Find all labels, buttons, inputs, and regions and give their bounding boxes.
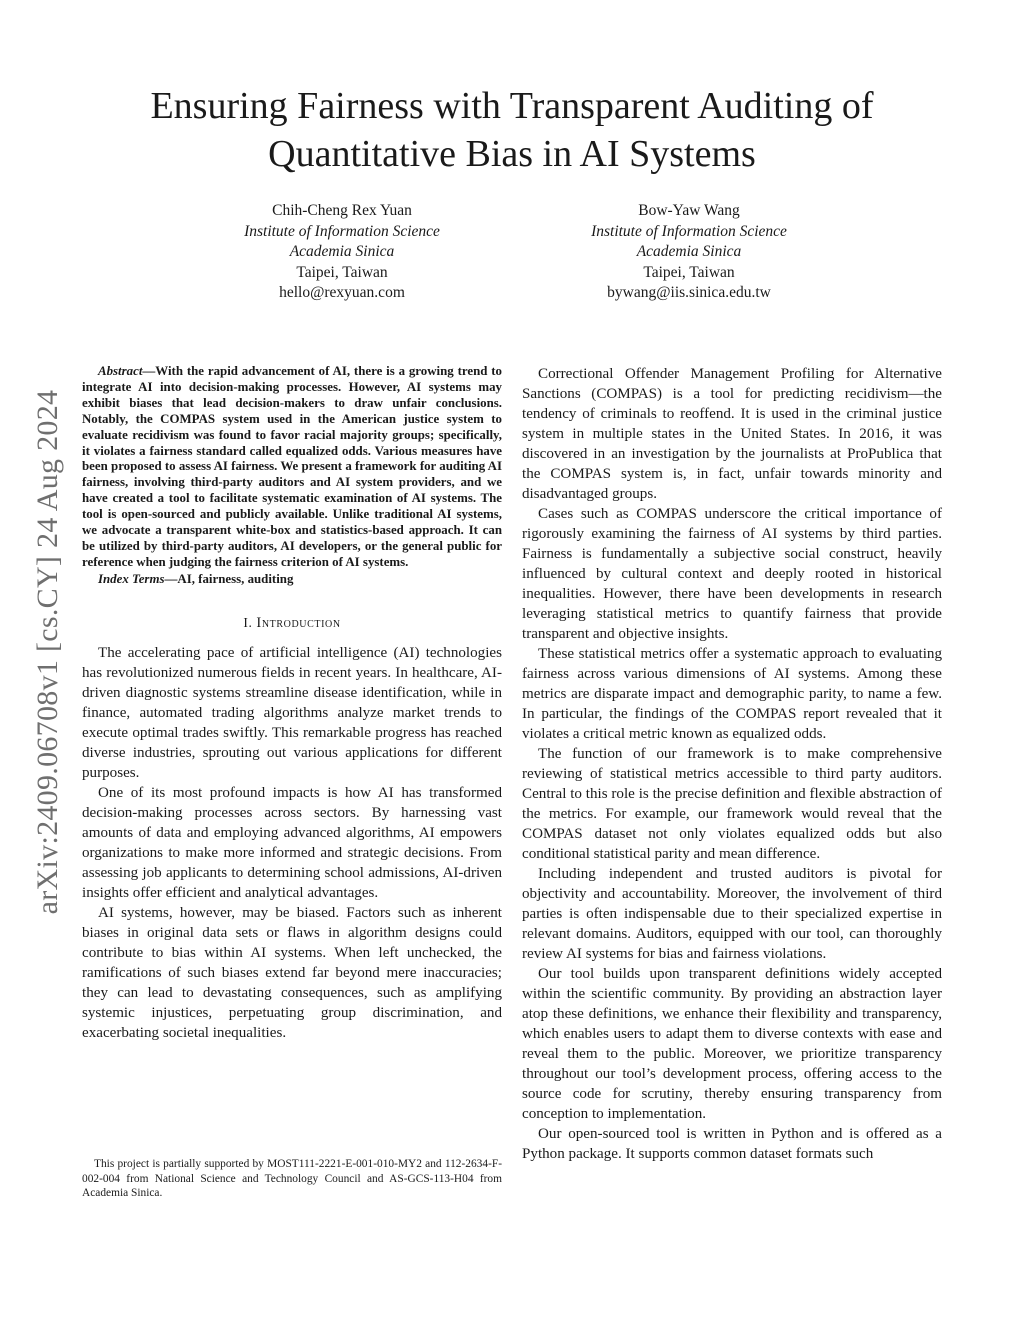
author-email: bywang@iis.sinica.edu.tw <box>607 284 771 301</box>
author-name: Chih-Cheng Rex Yuan <box>272 202 412 219</box>
body-paragraph: Cases such as COMPAS underscore the critical importance of rigorously examining the fairness of AI systems by third parties. Fairness is fundamentally a subjective social construct, heavily influenced by cultural context and deeply rooted in historical inequalities. However, there have been developments in research leveraging statistical metrics to quantify fairness that provide transparent and objective insights. <box>522 506 942 642</box>
body-paragraph: These statistical metrics offer a systematic approach to evaluating fairness across various dimensions of AI systems. Among these metrics are disparate impact and demographic parity, to name a few. In particular, the findings of the COMPAS report revealed that it violates a critical metric known as equalized odds. <box>522 646 942 742</box>
body-paragraph: The function of our framework is to make comprehensive reviewing of statistical metrics accessible to third party auditors. Central to this role is the precise definition and flexible abstraction of the metrics. For example, our framework would reveal that the COMPAS dataset not only violates equalized odds but also conditional statistical parity and mean difference. <box>522 746 942 862</box>
abstract-text: —With the rapid advancement of AI, there is a growing trend to integrate AI into decision-making processes. However, AI systems may exhibit biases that lead decision-makers to draw unfair conclusions. Notably, the COMPAS system used in the American justice system to evaluate recidivism was found to favor racial majority groups; specifically, it violates a fairness standard called equalized odds. Various measures have been proposed to assess AI fairness. We present a framework for auditing AI fairness, involving third-party auditors and AI system providers, and we have created a tool to facilitate systematic examination of AI systems. The tool is open-sourced and publicly available. Unlike traditional AI systems, we advocate a transparent white-box and statistics-based approach. It can be utilized by third-party auditors, AI developers, or the general public for reference when judging the fairness criterion of AI systems. <box>82 364 502 569</box>
abstract <box>82 364 502 571</box>
body-paragraph: Our tool builds upon transparent definitions widely accepted within the scientific community. By providing an abstraction layer atop these definitions, we enhance their flexibility and transparency, which enables users to adapt them to diverse contexts with ease and reveal them to the public. Moreover, we prioritize transparency throughout our tool’s development process, offering access to the source code for scrutiny, thereby ensuring transparency from conception to implementation. <box>522 966 942 1122</box>
author-affiliation: Institute of Information Science <box>591 222 787 240</box>
index-terms-label: Index Terms <box>98 571 165 586</box>
body-paragraph: Including independent and trusted auditors is pivotal for objectivity and accountability. Moreover, the involvement of third parties is often indispensable due to their specialized expertise in relevant domains. Auditors, equipped with our tool, can thoroughly review AI systems for bias and fairness violations. <box>522 866 942 962</box>
left-column <box>82 364 502 1043</box>
body-paragraph: Correctional Offender Management Profiling for Alternative Sanctions (COMPAS) is a tool for predicting recidivism—the tendency of criminals to reoffend. It is used in the criminal justice system in multiple states in the United States. In 2016, it was discovered in an investigation by the journalists at ProPublica that the COMPAS system is, in fact, unfair towards minority and disadvantaged groups. <box>522 366 942 502</box>
section-heading-introduction <box>82 613 502 633</box>
body-paragraph: One of its most profound impacts is how AI has transformed decision-making processes across sectors. By harnessing vast amounts of data and employing advanced algorithms, AI empowers organizations to make more informed and strategic decisions. From assessing job applicants to determining school admissions, AI-driven insights offer efficient and analytical advantages. <box>82 784 502 901</box>
author-block-2 <box>549 201 829 304</box>
right-column <box>522 364 942 1164</box>
author-affiliation: Institute of Information Science <box>244 222 440 240</box>
body-paragraph: Our open-sourced tool is written in Python and is offered as a Python package. It supports common dataset formats such <box>522 1126 942 1162</box>
author-email: hello@rexyuan.com <box>279 284 405 301</box>
arxiv-identifier: arXiv:2409.06708v1 [cs.CY] 24 Aug 2024 <box>31 389 64 915</box>
index-terms <box>82 571 502 587</box>
author-organization: Academia Sinica <box>636 243 742 260</box>
author-block-1 <box>202 201 482 304</box>
author-location: Taipei, Taiwan <box>296 263 388 281</box>
abstract-label: Abstract <box>98 364 143 378</box>
section-number: I. <box>243 614 253 630</box>
body-paragraph: The accelerating pace of artificial intelligence (AI) technologies has revolutionized numerous fields in recent years. In healthcare, AI-driven diagnostic systems streamline disease identification, while in finance, automated trading algorithms analyze market trends to execute optimal trades swiftly. This remarkable progress has reached diverse industries, sprouting out various applications for different purposes. <box>82 644 502 781</box>
author-organization: Academia Sinica <box>289 243 395 260</box>
paper-title: Ensuring Fairness with Transparent Auditing of Quantitative Bias in AI Systems <box>150 85 874 175</box>
body-paragraph: AI systems, however, may be biased. Factors such as inherent biases in original data sets or flaws in algorithm designs could contribute to bias within AI systems. When left unchecked, the ramifications of such biases extend far beyond mere inaccuracies; they can lead to devastating consequences, such as amplifying systemic injustices, perpetuating group discrimination, and exacerbating societal inequalities. <box>82 904 502 1041</box>
author-name: Bow-Yaw Wang <box>638 202 740 219</box>
index-terms-text: —AI, fairness, auditing <box>164 571 294 586</box>
section-title: Introduction <box>256 614 341 631</box>
author-location: Taipei, Taiwan <box>643 263 735 281</box>
funding-footnote: This project is partially supported by MOST111-2221-E-001-010-MY2 and 112-2634-F-002-004 from National Science and Technology Council and AS-GCS-113-H04 from Academia Sinica. <box>82 1158 502 1200</box>
